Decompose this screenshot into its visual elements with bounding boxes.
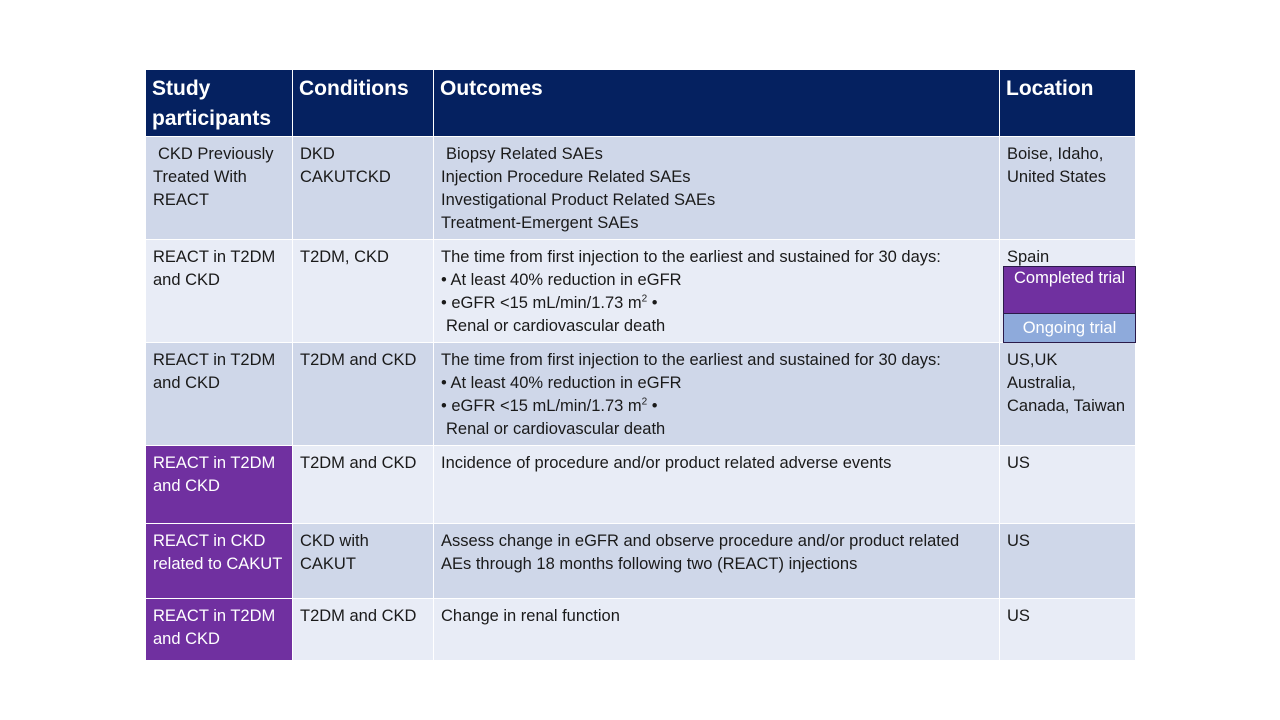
clinical-trials-table [145, 69, 1136, 661]
outcomes-line: Incidence of procedure and/or product related adverse events [441, 454, 892, 472]
conditions-cell [293, 599, 434, 661]
participants-line: Treated With [153, 168, 247, 186]
outcomes-cell [434, 137, 1000, 240]
conditions-line: T2DM and CKD [300, 607, 417, 625]
participants-line: and CKD [153, 630, 220, 648]
conditions-cell [293, 343, 434, 446]
participants-cell-completed [146, 446, 293, 524]
outcomes-line: The time from first injection to the earliest and sustained for 30 days: [441, 351, 941, 369]
outcomes-text: • eGFR <15 mL/min/1.73 m [441, 294, 642, 312]
legend-completed-trial: Completed trial [1003, 266, 1136, 314]
participants-line: REACT in T2DM [153, 607, 276, 625]
outcomes-text: • eGFR <15 mL/min/1.73 m [441, 397, 642, 415]
outcomes-line [441, 395, 992, 418]
participants-cell [146, 137, 293, 240]
participants-line: REACT in CKD [153, 532, 266, 550]
outcomes-line: The time from first injection to the earliest and sustained for 30 days: [441, 248, 941, 266]
participants-line: REACT in T2DM [153, 351, 276, 369]
outcomes-line: Injection Procedure Related SAEs [441, 168, 691, 186]
conditions-line: T2DM and CKD [300, 454, 417, 472]
table-row [146, 240, 1136, 343]
outcomes-line: Renal or cardiovascular death [446, 420, 666, 438]
outcomes-line: • At least 40% reduction in eGFR [441, 271, 682, 289]
conditions-line: T2DM and CKD [300, 351, 417, 369]
participants-cell [146, 240, 293, 343]
participants-cell-completed [146, 524, 293, 599]
participants-line: and CKD [153, 477, 220, 495]
participants-cell [146, 343, 293, 446]
outcomes-line: Assess change in eGFR and observe procedure and/or product related [441, 532, 960, 550]
outcomes-text: • [647, 294, 658, 312]
location-line: Spain [1007, 248, 1050, 266]
conditions-line: CAKUTCKD [300, 168, 391, 186]
location-line: Boise, Idaho, [1007, 145, 1104, 163]
conditions-line: DKD [300, 145, 335, 163]
conditions-line: CKD with [300, 532, 369, 550]
location-line: United States [1007, 168, 1107, 186]
superscript: 2 [641, 396, 648, 408]
outcomes-line: • At least 40% reduction in eGFR [441, 374, 682, 392]
conditions-cell [293, 137, 434, 240]
participants-line: and CKD [153, 271, 220, 289]
conditions-cell [293, 240, 434, 343]
header-participants: Study participants [146, 70, 293, 137]
outcomes-cell [434, 524, 1000, 599]
location-line: US [1007, 532, 1030, 550]
participants-line: and CKD [153, 374, 220, 392]
conditions-line: CAKUT [300, 555, 356, 573]
header-location: Location [1000, 70, 1136, 137]
outcomes-cell [434, 446, 1000, 524]
table-row [146, 446, 1136, 524]
location-line: US [1007, 454, 1030, 472]
outcomes-cell [434, 599, 1000, 661]
table-row [146, 343, 1136, 446]
table-row [146, 524, 1136, 599]
conditions-line: T2DM, CKD [300, 248, 389, 266]
participants-cell-completed [146, 599, 293, 661]
location-cell [1000, 524, 1136, 599]
conditions-cell [293, 446, 434, 524]
participants-line: related to CAKUT [153, 555, 283, 573]
legend-ongoing-trial: Ongoing trial [1003, 314, 1136, 343]
outcomes-line: AEs through 18 months following two (REACT) injections [441, 555, 858, 573]
header-row [146, 70, 1136, 137]
location-line: US [1007, 607, 1030, 625]
table-row [146, 599, 1136, 661]
participants-line: REACT [153, 191, 209, 209]
conditions-cell [293, 524, 434, 599]
trial-status-legend [1003, 266, 1136, 343]
outcomes-line: Treatment-Emergent SAEs [441, 214, 639, 232]
location-cell [1000, 343, 1136, 446]
outcomes-cell [434, 240, 1000, 343]
header-conditions: Conditions [293, 70, 434, 137]
location-cell [1000, 137, 1136, 240]
outcomes-line: Investigational Product Related SAEs [441, 191, 716, 209]
outcomes-text: • [647, 397, 658, 415]
outcomes-line: Biopsy Related SAEs [446, 145, 603, 163]
outcomes-line: Renal or cardiovascular death [446, 317, 666, 335]
header-outcomes: Outcomes [434, 70, 1000, 137]
location-line: Canada, Taiwan [1007, 397, 1126, 415]
location-cell [1000, 599, 1136, 661]
location-cell [1000, 446, 1136, 524]
location-line: Australia, [1007, 374, 1076, 392]
location-line: US,UK [1007, 351, 1058, 369]
outcomes-line: Change in renal function [441, 607, 620, 625]
participants-line: REACT in T2DM [153, 248, 276, 266]
outcomes-line [441, 292, 992, 315]
table-row [146, 137, 1136, 240]
participants-line: REACT in T2DM [153, 454, 276, 472]
superscript: 2 [641, 293, 648, 305]
participants-line: CKD Previously [158, 145, 274, 163]
outcomes-cell [434, 343, 1000, 446]
